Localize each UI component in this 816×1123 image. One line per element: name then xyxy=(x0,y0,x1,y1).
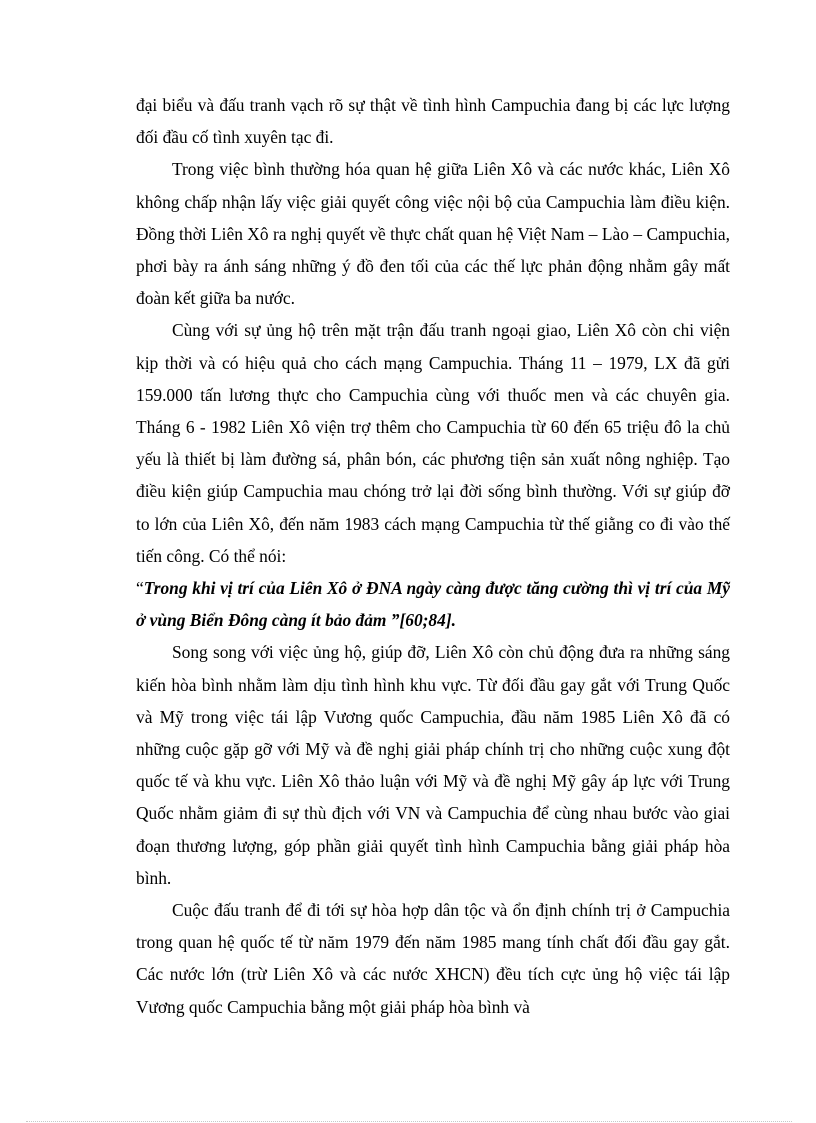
quote-open-mark: “ xyxy=(136,578,144,599)
paragraph-peace-initiatives: Song song với việc ủng hộ, giúp đỡ, Liên Xô còn chủ động đưa ra những sáng kiến hòa bình nhằm làm dịu tình hình khu vực. Từ đối đầu gay gắt với Trung Quốc và Mỹ trong việc tái lập Vương quốc Campuchia, đầu năm 1985 Liên Xô đã có những cuộc gặp gỡ với Mỹ và đề nghị giải pháp chính trị cho những cuộc xung đột quốc tế và khu vực. Liên Xô thảo luận với Mỹ và đề nghị Mỹ gây áp lực với Trung Quốc nhằm giảm đi sự thù địch với VN và Campuchia để cùng nhau bước vào giai đoạn thương lượng, góp phần giải quyết tình hình Campuchia bằng giải pháp hòa bình. xyxy=(136,642,730,888)
paragraph-normalization: Trong việc bình thường hóa quan hệ giữa Liên Xô và các nước khác, Liên Xô không chấp nhận lấy việc giải quyết công việc nội bộ của Campuchia làm điều kiện. Đồng thời Liên Xô ra nghị quyết về thực chất quan hệ Việt Nam – Lào – Campuchia, phơi bày ra ánh sáng những ý đồ đen tối của các thế lực phản động nhằm gây mất đoàn kết giữa ba nước. xyxy=(136,159,730,309)
paragraph-aid: Cùng với sự ủng hộ trên mặt trận đấu tranh ngoại giao, Liên Xô còn chi viện kịp thời và có hiệu quả cho cách mạng Campuchia. Tháng 11 – 1979, LX đã gửi 159.000 tấn lương thực cho Campuchia cùng với thuốc men và các chuyên gia. Tháng 6 - 1982 Liên Xô viện trợ thêm cho Campuchia từ 60 đến 65 triệu đô la chủ yếu là thiết bị làm đường sá, phân bón, các phương tiện sản xuất nông nghiệp. Tạo điều kiện giúp Campuchia mau chóng trở lại đời sống bình thường. Với sự giúp đỡ to lớn của Liên Xô, đến năm 1983 cách mạng Campuchia từ thế giằng co đi vào thế tiến công. Có thể nói: xyxy=(136,320,730,566)
footer-divider xyxy=(26,1121,792,1122)
paragraph-struggle: Cuộc đấu tranh để đi tới sự hòa hợp dân tộc và ổn định chính trị ở Campuchia trong quan hệ quốc tế từ năm 1979 đến năm 1985 mang tính chất đối đầu gay gắt. Các nước lớn (trừ Liên Xô và các nước XHCN) đều tích cực ủng hộ việc tái lập Vương quốc Campuchia bằng một giải pháp hòa bình và xyxy=(136,900,730,1017)
quote-text: Trong khi vị trí của Liên Xô ở ĐNA ngày càng được tăng cường thì vị trí của Mỹ ở vùng Biển Đông càng ít bảo đảm ”[60;84]. xyxy=(136,578,730,631)
document-page xyxy=(136,89,730,1023)
quote-paragraph xyxy=(136,572,730,636)
paragraph-continuation: đại biểu và đấu tranh vạch rõ sự thật về tình hình Campuchia đang bị các lực lượng đối đầu cố tình xuyên tạc đi. xyxy=(136,95,730,148)
